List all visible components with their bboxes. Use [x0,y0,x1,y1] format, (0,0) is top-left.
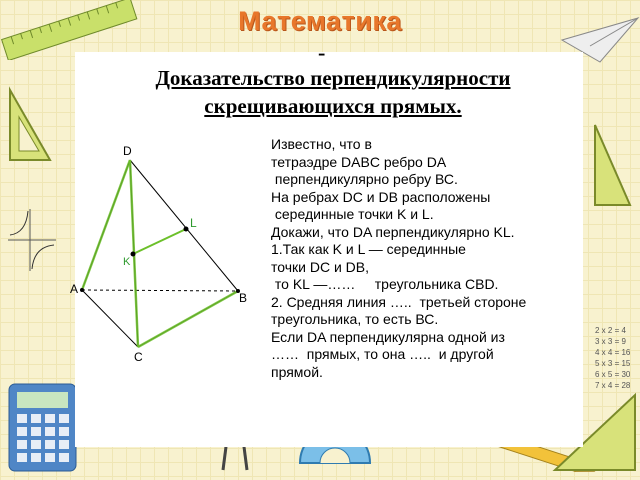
point-a [80,288,84,292]
text-line: прямой. [271,363,323,380]
text-line: 1.Так как K и L — серединные [271,241,466,257]
point-k [131,252,136,257]
label-a: A [70,282,79,296]
page-title-line-1: Доказательство перпендикулярности [155,66,511,90]
text-line: Если DA перпендикулярна одной из [271,328,505,345]
label-b: B [239,291,248,305]
edge-ab [82,290,238,291]
subject-title: Математика [238,6,402,36]
text-line: точки DC и DB, [271,258,370,275]
tetrahedron-diagram [60,135,260,365]
label-l: L [190,216,197,230]
edge-db [130,160,238,291]
text-line: тетраэдре DABC ребро DA [271,153,447,170]
problem-text [271,136,581,381]
triangle-ruler-icon [590,120,635,210]
page-title-line-2: скрещивающихся прямых. [204,94,462,118]
edge-ac [82,290,138,347]
text-line: Докажи, что DA перпендикулярно KL. [271,223,515,240]
text-line: На ребрах DC и DB расположены [271,188,491,205]
title-dash: - [318,40,326,65]
graph-icon [2,205,60,275]
text-line: серединные точки K и L. [271,206,434,222]
text-line: 2. Средняя линия ….. третьей стороне [271,293,527,310]
green-edge-cb [138,291,238,347]
triangle-ruler-icon [5,85,55,165]
label-c: C [134,350,143,364]
green-edge-da [82,160,130,290]
segment-kl [133,229,186,254]
text-line: Известно, что в [271,136,372,152]
text-line: треугольника, то есть ВС. [271,311,439,327]
point-l [184,227,189,232]
page-title [78,64,588,120]
label-k: K [123,256,131,268]
label-d: D [123,144,132,158]
calculator-icon [5,380,80,475]
text-line: перпендикулярно ребру ВС. [271,171,458,187]
multiplication-table: 2 x 2 = 4 3 x 3 = 9 4 x 4 = 16 5 x 3 = 15 6 x 5 = 30 7 x 4 = 28 [595,326,631,390]
text-line: …… прямых, то она ….. и другой [271,346,494,362]
text-line: то KL —…… треугольника CBD. [271,276,499,292]
